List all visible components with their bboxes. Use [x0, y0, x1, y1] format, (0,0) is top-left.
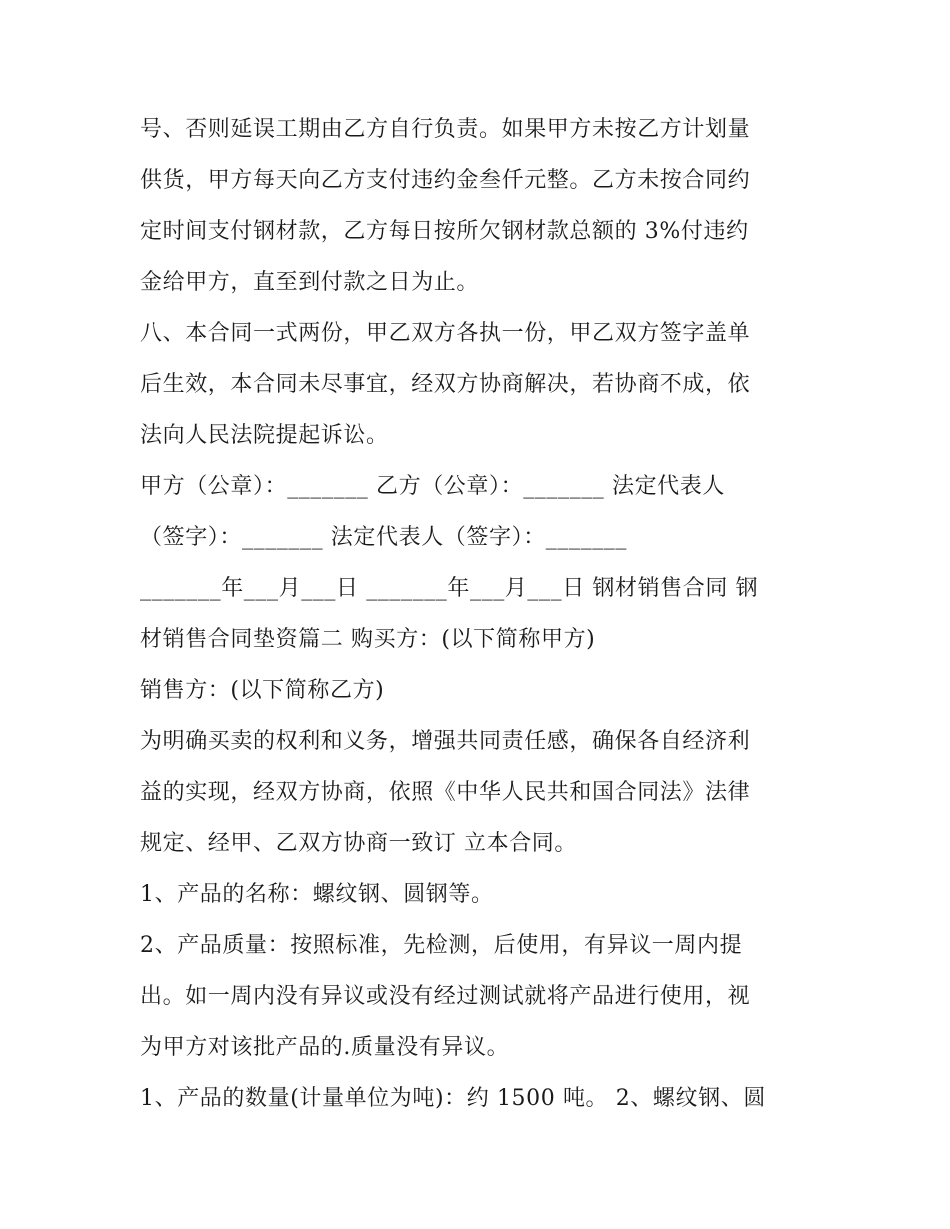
signature-line: 甲方（公章）：_______ 乙方（公章）：_______ 法定代表人	[140, 474, 725, 499]
text-line: 定时间支付钢材款，乙方每日按所欠钢材款总额的 3%付违约	[140, 219, 749, 244]
document-body	[140, 104, 830, 1124]
text-line: 金给甲方，直至到付款之日为止。	[140, 270, 480, 295]
text-line: 八、本合同一式两份，甲乙双方各执一份，甲乙双方签字盖单	[140, 321, 751, 346]
signature-line: （签字）：_______ 法定代表人（签字）：_______	[140, 525, 627, 550]
text-line: 号、否则延误工期由乙方自行负责。如果甲方未按乙方计划量	[140, 117, 751, 142]
text-line: 后生效，本合同未尽事宜，经双方协商解决，若协商不成，依	[140, 372, 751, 397]
seller-line: 销售方：(以下简称乙方)	[140, 678, 385, 703]
text-line: 规定、经甲、乙双方协商一致订 立本合同。	[140, 831, 577, 856]
text-line: 出。如一周内没有异议或没有经过测试就将产品进行使用，视	[140, 984, 751, 1009]
text-line: 供货，甲方每天向乙方支付违约金叁仟元整。乙方未按合同约	[140, 168, 751, 193]
clause-line: 1、产品的名称：螺纹钢、圆钢等。	[140, 882, 494, 907]
text-line: 法向人民法院提起诉讼。	[140, 423, 389, 448]
text-line: 益的实现，经双方协商，依照《中华人民共和国合同法》法律	[140, 780, 751, 805]
date-line: _______年___月___日 _______年___月___日 钢材销售合同 钢	[140, 576, 759, 601]
section-heading-line: 材销售合同垫资篇二 购买方：(以下简称甲方)	[140, 627, 596, 652]
text-line: 为甲方对该批产品的.质量没有异议。	[140, 1035, 510, 1060]
text-line: 为明确买卖的权利和义务，增强共同责任感，确保各自经济利	[140, 729, 751, 754]
clause-line: 2、产品质量：按照标准，先检测，后使用，有异议一周内提	[140, 933, 743, 958]
clause-line: 1、产品的数量(计量单位为吨)：约 1500 吨。 2、螺纹钢、圆	[140, 1086, 766, 1111]
